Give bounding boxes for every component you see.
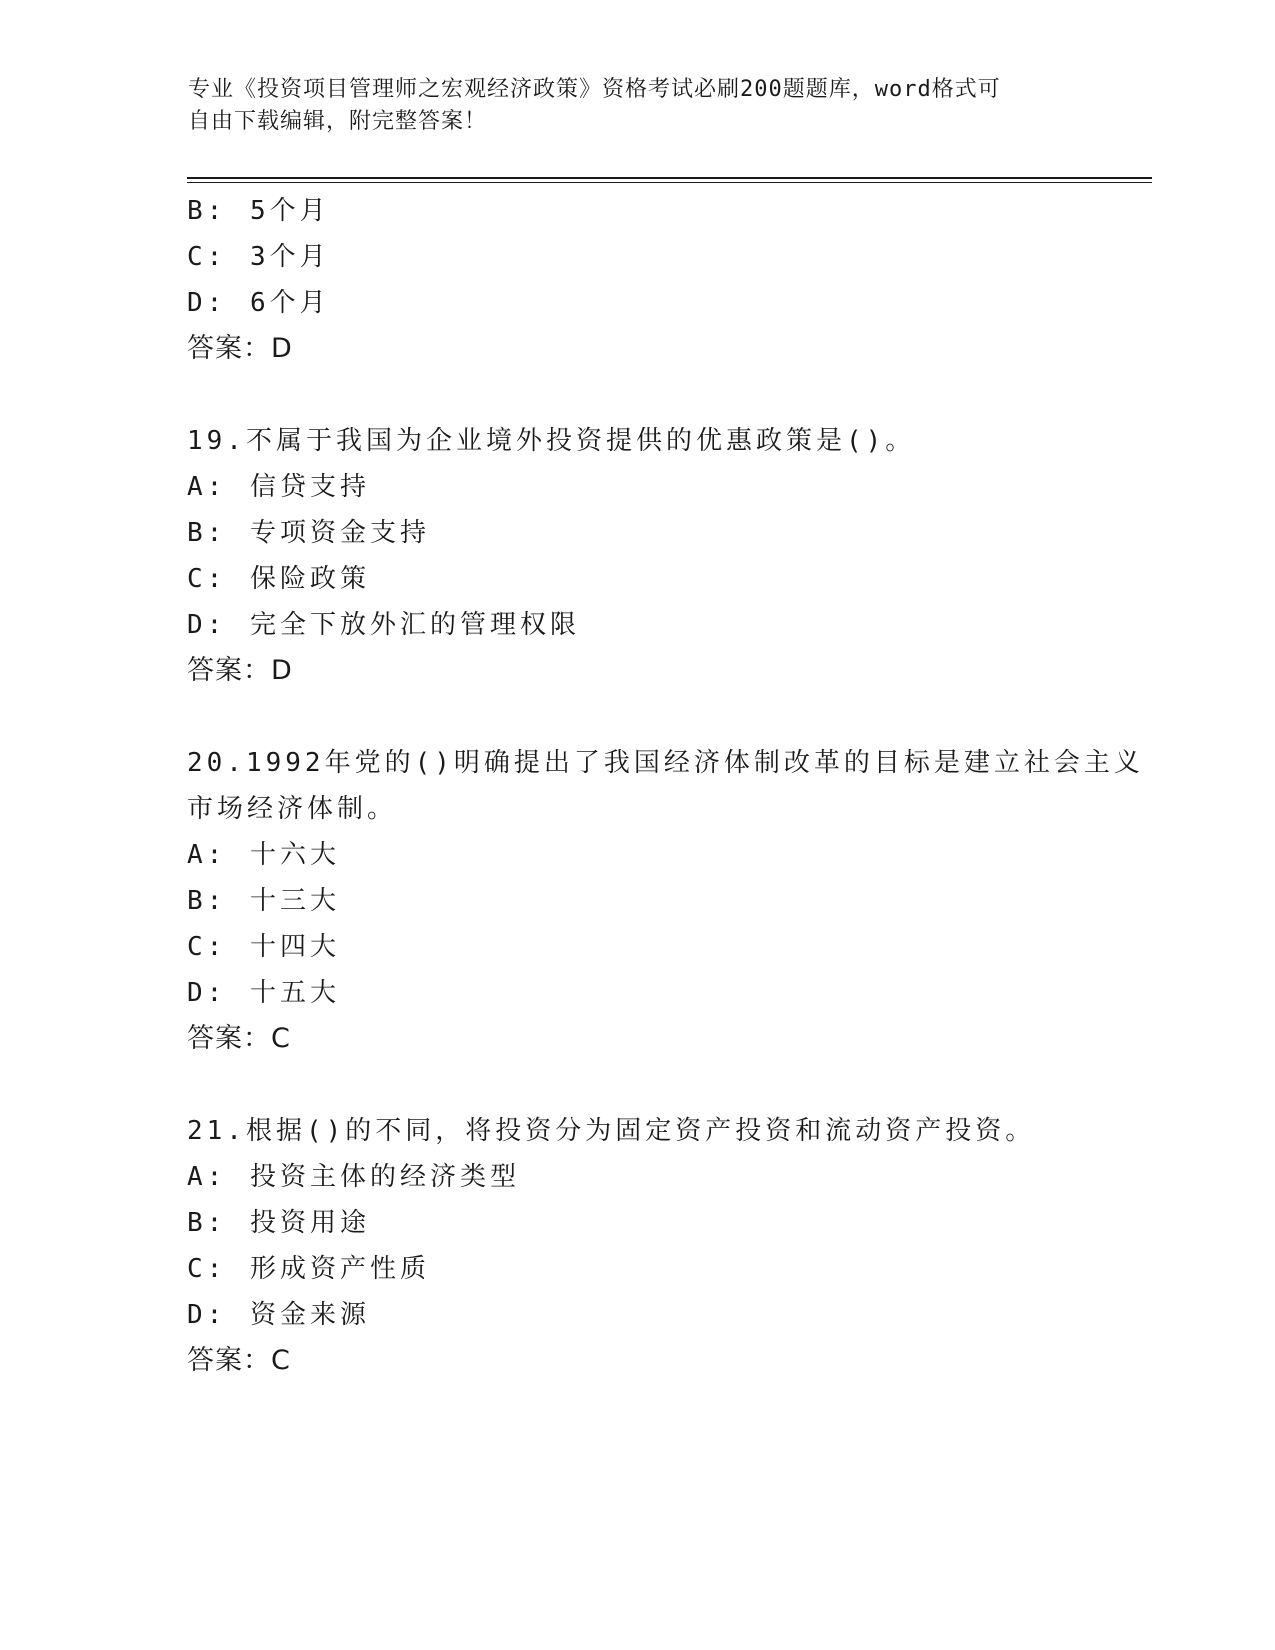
question-block-18-continued xyxy=(187,188,1087,372)
option-d xyxy=(187,1292,1087,1338)
spacer xyxy=(187,372,1087,418)
option-separator: : xyxy=(206,978,246,1008)
option-key: D xyxy=(187,1300,207,1330)
option-b xyxy=(187,878,1087,924)
option-key: C xyxy=(187,242,207,272)
question-stem: 21.根据()的不同，将投资分为固定资产投资和流动资产投资。 xyxy=(187,1116,1036,1146)
option-key: A xyxy=(187,840,207,870)
option-key: B xyxy=(187,886,207,916)
option-separator: : xyxy=(206,886,246,916)
option-d xyxy=(187,280,1087,326)
option-text: 3个月 xyxy=(249,242,330,272)
option-separator: : xyxy=(206,1254,246,1284)
option-key: C xyxy=(187,932,207,962)
question-stem: 19.不属于我国为企业境外投资提供的优惠政策是()。 xyxy=(187,426,916,456)
option-text: 十六大 xyxy=(249,840,340,870)
option-separator: : xyxy=(206,1300,246,1330)
option-separator: : xyxy=(206,1162,246,1192)
option-text: 十五大 xyxy=(249,978,340,1008)
header-title-line-2: 自由下载编辑，附完整答案！ xyxy=(188,109,488,134)
option-key: A xyxy=(187,1162,207,1192)
option-d xyxy=(187,602,1087,648)
option-text: 6个月 xyxy=(249,288,330,318)
option-b xyxy=(187,188,1087,234)
option-key: B xyxy=(187,196,207,226)
option-c xyxy=(187,924,1087,970)
header-title-line-1: 专业《投资项目管理师之宏观经济政策》资格考试必刷200题题库，word格式可 xyxy=(188,77,1001,102)
option-a xyxy=(187,832,1087,878)
question-stem-line-1: 20.1992年党的()明确提出了我国经济体制改革的目标是建立社会主义 xyxy=(187,748,1144,778)
option-text: 5个月 xyxy=(249,196,330,226)
spacer xyxy=(187,1062,1087,1108)
option-c xyxy=(187,556,1087,602)
option-text: 完全下放外汇的管理权限 xyxy=(249,610,580,640)
answer-line: 答案：C xyxy=(187,1345,291,1376)
option-text: 十三大 xyxy=(249,886,340,916)
option-b xyxy=(187,1200,1087,1246)
option-text: 投资用途 xyxy=(249,1208,370,1238)
header-divider-thin xyxy=(187,182,1152,183)
spacer xyxy=(187,694,1087,740)
option-key: A xyxy=(187,472,207,502)
document-header xyxy=(188,74,1068,138)
option-key: C xyxy=(187,1254,207,1284)
question-block-21 xyxy=(187,1108,1087,1384)
option-d xyxy=(187,970,1087,1016)
answer-line: 答案：D xyxy=(187,655,293,686)
option-key: D xyxy=(187,978,207,1008)
option-text: 信贷支持 xyxy=(249,472,370,502)
answer-line: 答案：D xyxy=(187,333,293,364)
option-b xyxy=(187,510,1087,556)
option-separator: : xyxy=(206,840,246,870)
question-list xyxy=(187,188,1144,1384)
option-key: B xyxy=(187,518,207,548)
option-separator: : xyxy=(206,196,246,226)
option-key: B xyxy=(187,1208,207,1238)
option-separator: : xyxy=(206,610,246,640)
option-key: D xyxy=(187,288,207,318)
option-key: D xyxy=(187,610,207,640)
option-text: 十四大 xyxy=(249,932,340,962)
option-c xyxy=(187,1246,1087,1292)
option-text: 保险政策 xyxy=(249,564,370,594)
option-a xyxy=(187,1154,1087,1200)
option-separator: : xyxy=(206,472,246,502)
question-block-20 xyxy=(187,740,1144,1062)
question-stem-line-2: 市场经济体制。 xyxy=(187,794,398,824)
option-separator: : xyxy=(206,932,246,962)
answer-line: 答案：C xyxy=(187,1023,291,1054)
option-separator: : xyxy=(206,242,246,272)
option-separator: : xyxy=(206,1208,246,1238)
option-key: C xyxy=(187,564,207,594)
question-block-19 xyxy=(187,418,1087,694)
option-c xyxy=(187,234,1087,280)
option-text: 资金来源 xyxy=(249,1300,370,1330)
option-a xyxy=(187,464,1087,510)
option-text: 专项资金支持 xyxy=(249,518,430,548)
option-text: 形成资产性质 xyxy=(249,1254,430,1284)
option-separator: : xyxy=(206,288,246,318)
header-divider-thick xyxy=(187,177,1152,179)
option-text: 投资主体的经济类型 xyxy=(249,1162,520,1192)
option-separator: : xyxy=(206,518,246,548)
option-separator: : xyxy=(206,564,246,594)
